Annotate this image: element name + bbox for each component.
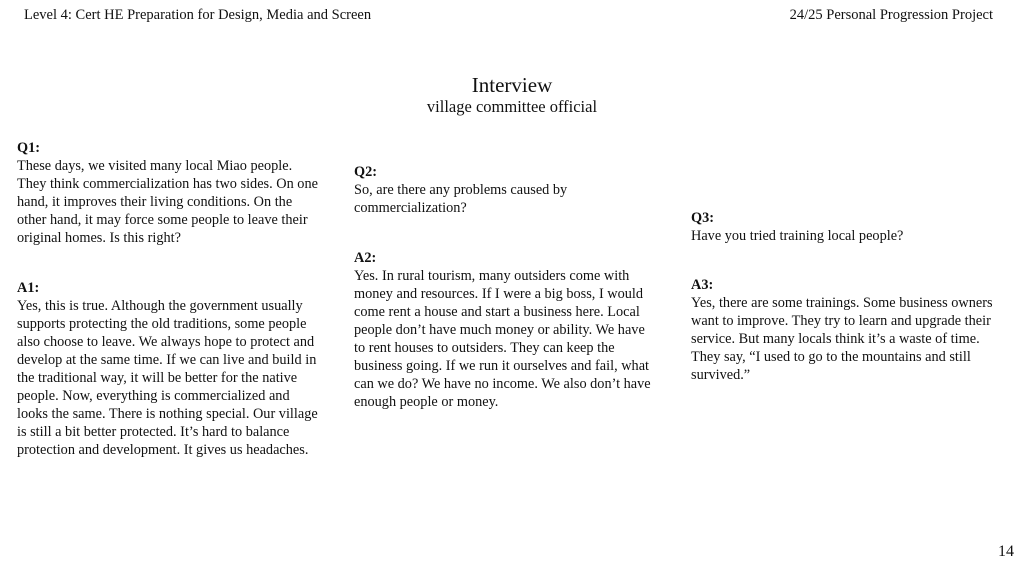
slide-subtitle: village committee official [426,97,598,116]
text-line: Yes, this is true. Although the government usually [17,298,303,314]
text-line: service. But many locals think it’s a waste of time. [691,331,980,347]
text-line: people. Now, everything is commercialized and [17,388,290,404]
answer-3 [691,276,993,384]
question-label: Q2: [354,164,378,180]
text-line: hand, it improves their living conditions. On the [17,194,293,210]
text-line: They think commercialization has two sides. On one [17,176,318,192]
answer-label: A2: [354,250,377,266]
text-line: other hand, it may force some people to leave their [17,212,308,228]
answer-label: A1: [17,280,40,296]
question-3 [691,209,903,245]
text-line: develop at the same time. If we can live and build in [17,352,317,368]
text-line: Yes. In rural tourism, many outsiders come with [354,268,630,284]
question-2 [354,163,567,217]
text-line: So, are there any problems caused by [354,182,568,198]
text-line: survived.” [691,367,751,383]
text-line: can we do? We have no income. We also don’t have [354,376,651,392]
text-line: come rent a house and start a business here. Local [354,304,640,320]
text-line: supports protecting the old traditions, some people [17,316,307,332]
text-line: want to improve. They try to learn and upgrade their [691,313,991,329]
text-line: business going. If we run it ourselves and fail, what [354,358,650,374]
text-line: also choose to leave. We always hope to protect and [17,334,315,350]
text-line: protection and development. It gives us headaches. [17,442,309,458]
question-1 [17,139,318,247]
page-number: 14 [998,543,1014,560]
answer-1 [17,279,318,459]
project-header: 24/25 Personal Progression Project [789,7,993,23]
text-line: commercialization? [354,200,467,216]
question-label: Q3: [691,210,715,226]
text-line: people don’t have much money or ability. We have [354,322,645,338]
text-line: the traditional way, it will be better for the native [17,370,298,386]
question-label: Q1: [17,140,41,156]
text-line: looks the same. There is nothing special. Our village [17,406,318,422]
text-line: They say, “I used to go to the mountains and still [691,349,971,365]
answer-label: A3: [691,277,714,293]
text-line: Have you tried training local people? [691,228,904,244]
text-line: to rent houses to outsiders. They can keep the [354,340,615,356]
text-line: These days, we visited many local Miao people. [17,158,293,174]
text-line: original homes. Is this right? [17,230,181,246]
answer-2 [354,249,651,411]
slide-title: Interview [471,73,553,97]
text-line: is still a bit better protected. It’s hard to balance [17,424,290,440]
text-line: Yes, there are some trainings. Some business owners [691,295,993,311]
course-header: Level 4: Cert HE Preparation for Design, Media and Screen [24,7,372,23]
text-line: money and resources. If I were a big boss, I would [354,286,644,302]
text-line: enough people or money. [354,394,499,410]
